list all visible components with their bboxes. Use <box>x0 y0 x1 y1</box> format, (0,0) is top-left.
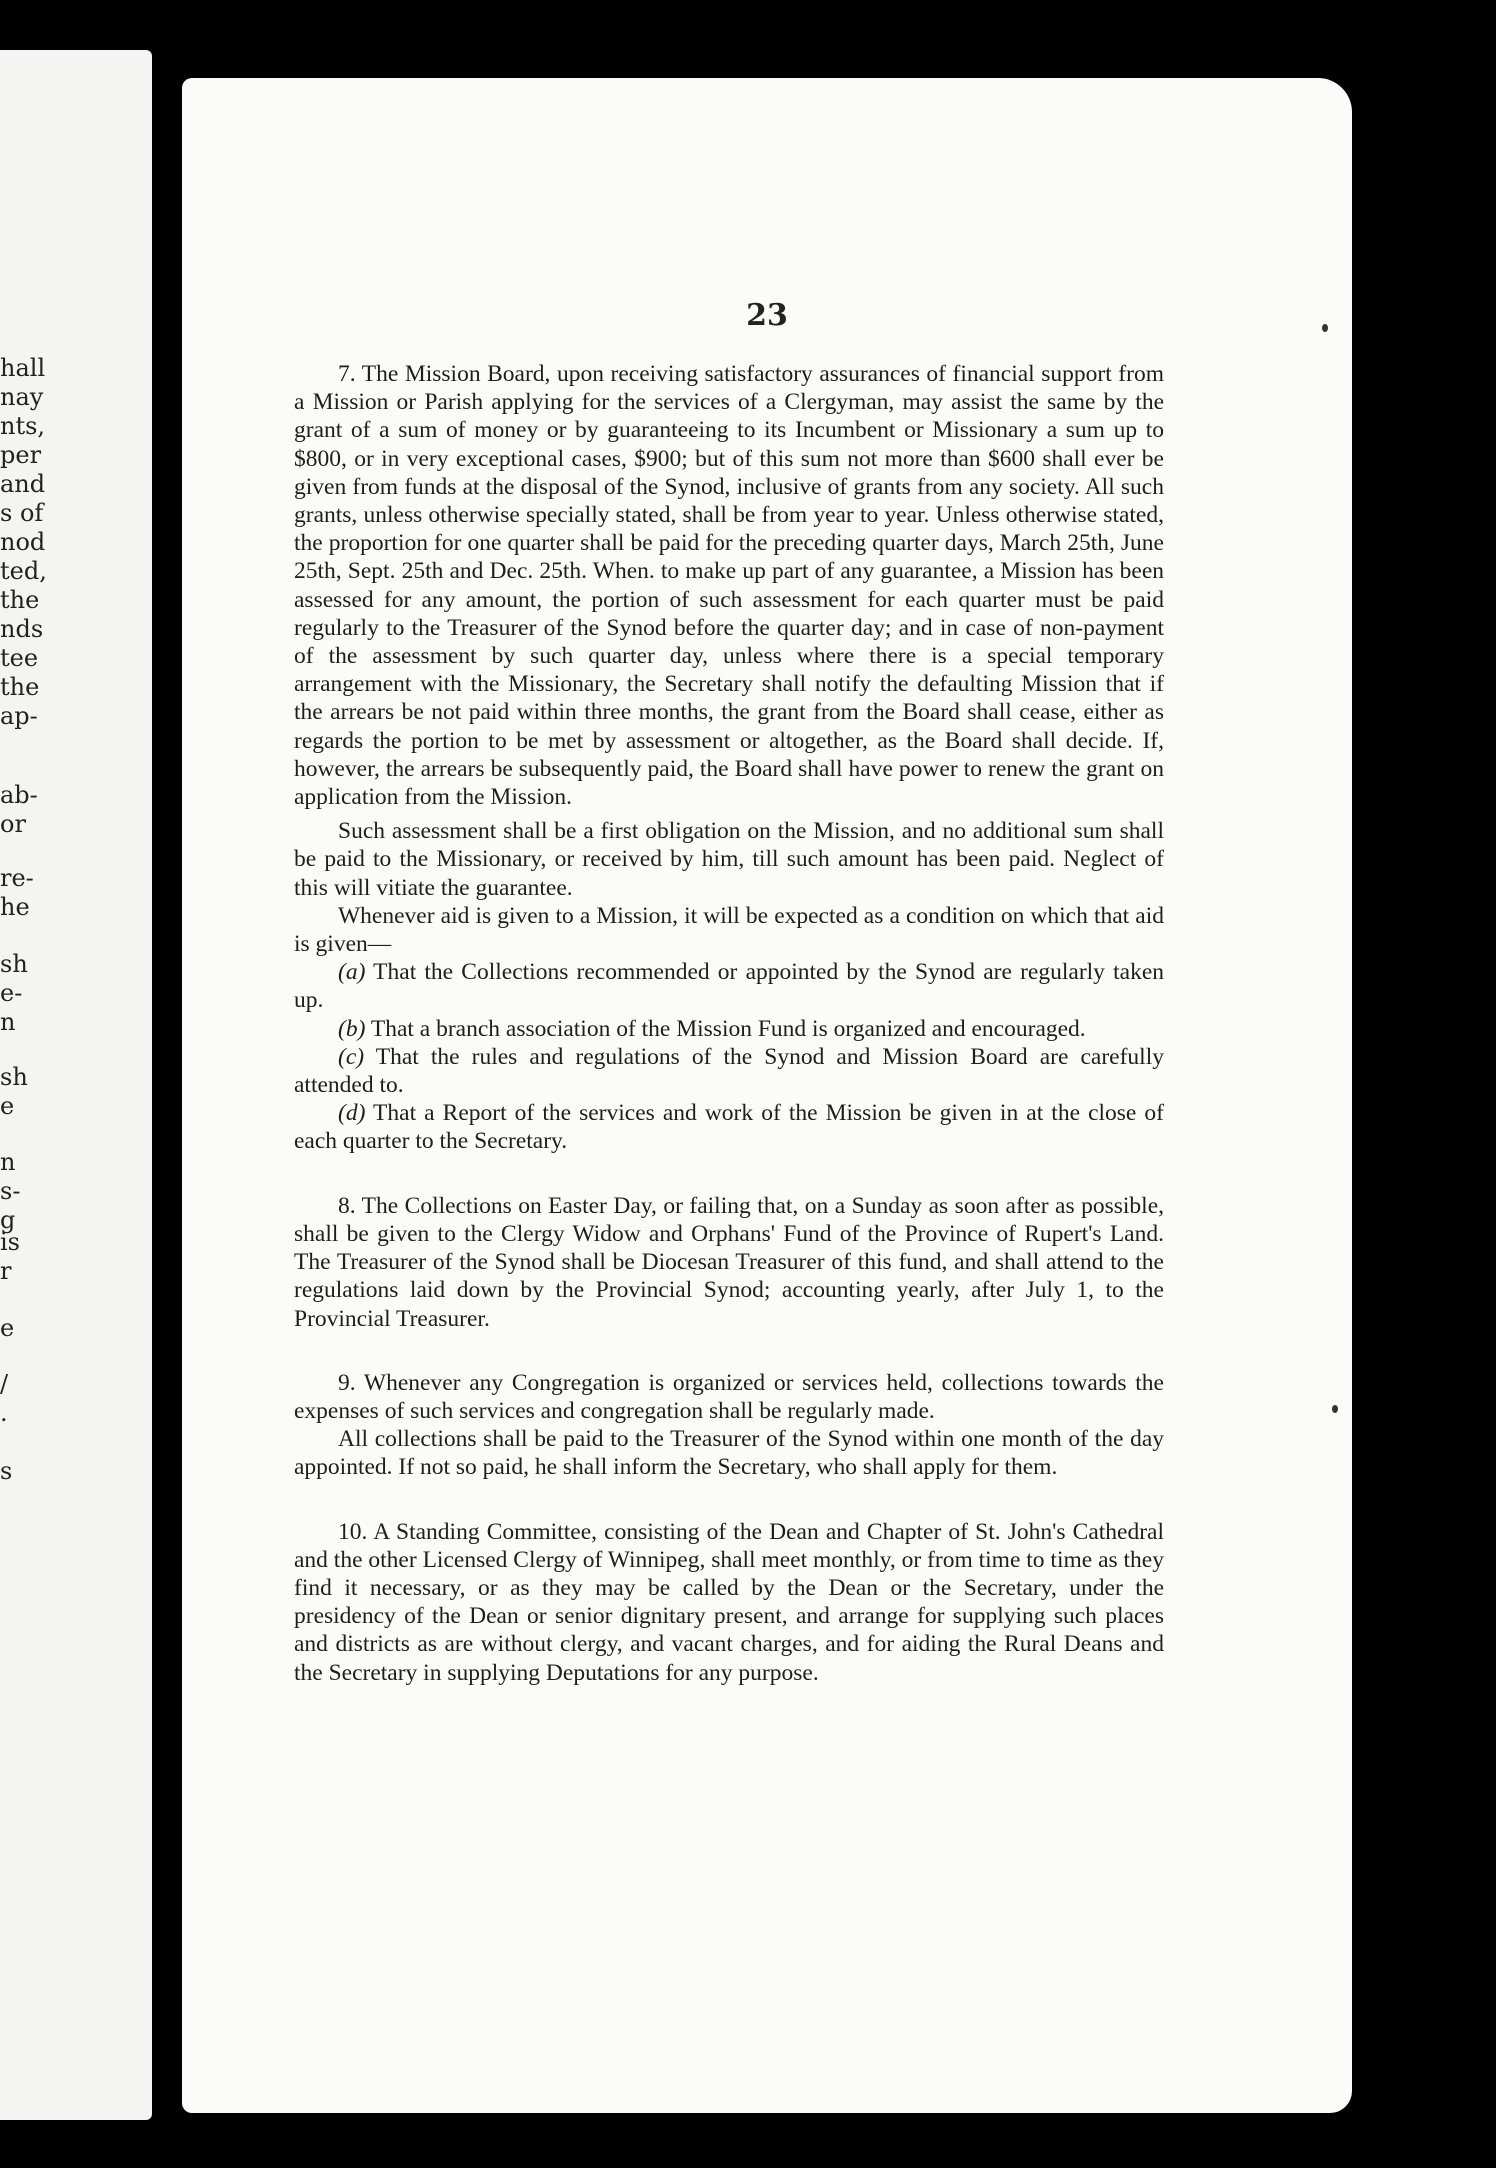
condition-text: That a branch association of the Mission Fund is organized and encouraged. <box>365 1015 1086 1042</box>
page-body <box>294 360 1164 1687</box>
left-fragment: e- <box>0 979 23 1007</box>
left-fragment: e <box>0 1314 15 1342</box>
left-fragment: . <box>0 1399 8 1427</box>
left-fragment: nds <box>0 615 44 643</box>
condition-b <box>294 1015 1164 1043</box>
left-fragment: n <box>0 1148 16 1176</box>
left-fragment: ab- <box>0 781 38 809</box>
section-9-paragraph: 9. Whenever any Congregation is organized or services held, collections towards the expenses of such services and congregation shall be regularly made. <box>294 1369 1164 1424</box>
section-7-paragraph: Whenever aid is given to a Mission, it will be expected as a condition on which that aid is given— <box>294 902 1164 958</box>
left-fragment: s- <box>0 1177 21 1205</box>
left-fragment: nay <box>0 383 44 411</box>
left-fragment: e <box>0 1092 15 1120</box>
section-7-paragraph: 7. The Mission Board, upon receiving satisfactory assurances of financial support from a Mission or Parish applying for the services of a Clergyman, may assist the same by the grant of a sum of money or by guaranteeing to its Incumbent or Missionary a sum up to $800, or in very exceptional cases, $900; but of this sum not more than $600 shall ever be given from funds at the disposal of the Synod, inclusive of grants from any society. All such grants, unless otherwise specially stated, shall be from year to year. Unless otherwise stated, the proportion for one quarter shall be paid for the preceding quarter days, March 25th, June 25th, Sept. 25th and Dec. 25th. When. to make up part of any guarantee, a Mission has been assessed for any amount, the portion of such assessment for each quarter must be paid regularly to the Treasurer of the Synod before the quarter day; and in case of non-payment of the assessment by such quarter day, unless where there is a special temporary arrangement with the Missionary, the Secretary shall notify the defaulting Mission that if the arrears be not paid within three months, the grant from the Board shall cease, either as regards the portion to be met by assessment or altogether, as the Board shall decide. If, however, the arrears be subsequently paid, the Board shall have power to renew the grant on application from the Mission. <box>294 361 1164 811</box>
left-fragment: g <box>0 1206 16 1234</box>
condition-c <box>294 1043 1164 1099</box>
left-fragment: sh <box>0 950 28 978</box>
condition-label: (a) <box>338 959 366 986</box>
left-fragment: n <box>0 1008 16 1036</box>
left-fragment: the <box>0 586 40 614</box>
section-7-paragraph: Such assessment shall be a first obligation on the Mission, and no additional sum shall be paid to the Missionary, or received by him, till such amount has been paid. Neglect of this will vitiate the guarantee. <box>294 818 1164 901</box>
condition-label: (c) <box>338 1043 365 1070</box>
condition-text: That the Collections recommended or appointed by the Synod are regularly taken up. <box>294 959 1164 1014</box>
left-fragment: per <box>0 441 42 469</box>
condition-d <box>294 1099 1164 1155</box>
left-fragment: r <box>0 1257 12 1285</box>
condition-label: (b) <box>338 1015 366 1042</box>
section-8-paragraph: 8. The Collections on Easter Day, or failing that, on a Sunday as soon after as possible, shall be given to the Clergy Widow and Orphans' Fund of the Province of Rupert's Land. The Treasurer of the Synod shall be Diocesan Treasurer of this fund, and shall attend to the regulations laid down by the Provincial Synod; accounting yearly, after July 1, to the Provincial Treasurer. <box>294 1192 1164 1332</box>
margin-speck <box>1332 1405 1338 1413</box>
left-fragment: he <box>0 893 30 921</box>
book-page <box>182 78 1352 2113</box>
left-page-edge <box>0 50 152 2120</box>
left-fragment: ted, <box>0 557 47 585</box>
condition-label: (d) <box>338 1100 366 1127</box>
left-fragment: s <box>0 1457 13 1485</box>
left-fragment: re- <box>0 864 34 892</box>
condition-text: That a Report of the services and work of the Mission be given in at the close of each quarter to the Secretary. <box>294 1100 1164 1155</box>
left-fragment: or <box>0 810 26 838</box>
left-fragment: sh <box>0 1063 28 1091</box>
left-fragment: the <box>0 673 40 701</box>
section-10-paragraph: 10. A Standing Committee, consisting of the Dean and Chapter of St. John's Cathedral and the other Licensed Clergy of Winnipeg, shall meet monthly, or from time to time as they find it necessary, or as they may be called by the Dean or the Secretary, under the presidency of the Dean or senior dignitary present, and arrange for supplying such places and districts as are without clergy, and vacant charges, and for aiding the Rural Deans and the Secretary in supplying Deputations for any purpose. <box>294 1518 1164 1686</box>
condition-text: That the rules and regulations of the Synod and Mission Board are carefully attended to. <box>294 1043 1164 1099</box>
margin-speck <box>1322 324 1328 332</box>
section-9-paragraph: All collections shall be paid to the Treasurer of the Synod within one month of the day appointed. If not so paid, he shall inform the Secretary, who shall apply for them. <box>294 1426 1164 1481</box>
left-fragment: is <box>0 1228 20 1256</box>
page-number: 23 <box>746 298 788 333</box>
left-fragment: tee <box>0 644 39 672</box>
left-fragment: and <box>0 470 46 498</box>
left-fragment: nod <box>0 528 46 556</box>
left-fragment: nts, <box>0 412 46 440</box>
left-fragment: hall <box>0 354 46 382</box>
left-fragment: s of <box>0 499 44 527</box>
condition-a <box>294 958 1164 1014</box>
left-fragment: / <box>0 1370 9 1398</box>
left-fragment: ap- <box>0 702 38 730</box>
